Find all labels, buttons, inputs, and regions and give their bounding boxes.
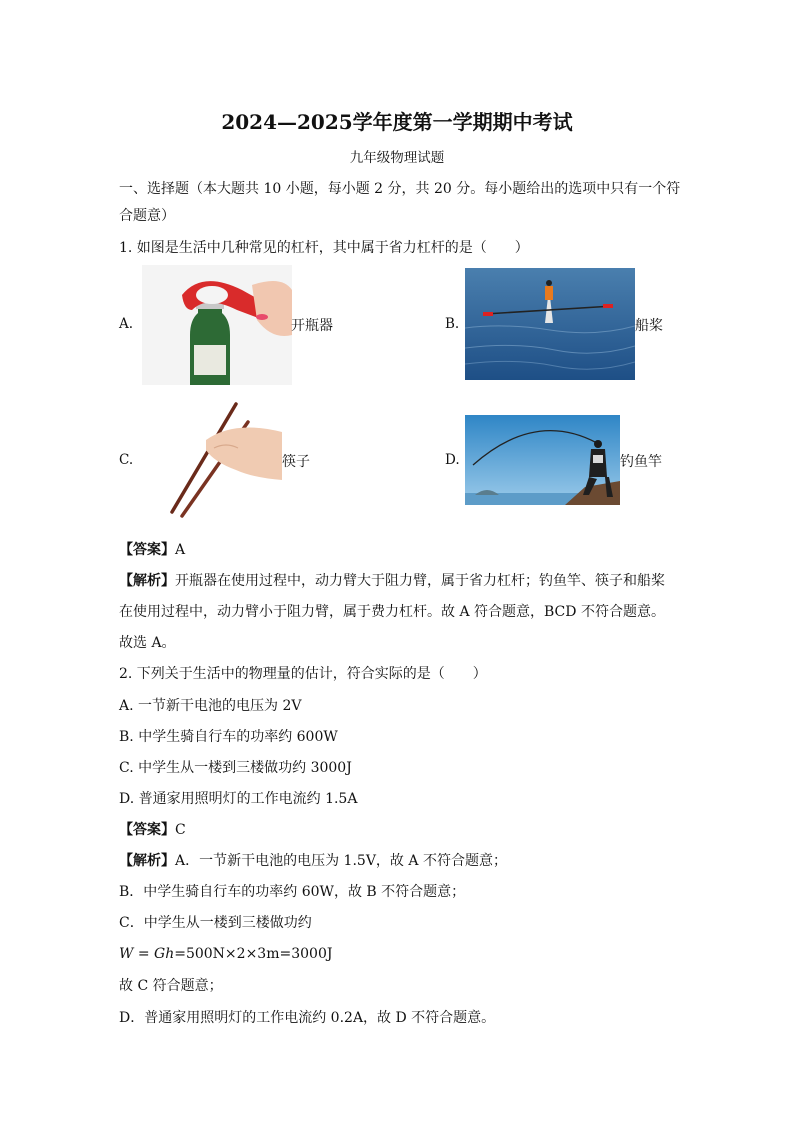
q1-answer	[119, 540, 185, 560]
formula-rest: =500N×2×3m=3000J	[174, 946, 333, 962]
option-a-letter: A.	[119, 316, 134, 332]
q1-analysis-line2: 在使用过程中，动力臂小于阻力臂，属于费力杠杆。故 A 符合题意，BCD 不符合题意。	[119, 604, 665, 620]
q1-analysis-line3: 故选 A。	[119, 635, 176, 651]
q2-analysis-line1	[119, 851, 507, 871]
analysis-tag: 【解析】	[119, 573, 175, 589]
q2-option-a: A. 一节新干电池的电压为 2V	[119, 698, 302, 714]
bottle-opener-image	[142, 265, 292, 385]
option-c-letter: C.	[119, 452, 134, 468]
formula-gh: Gh	[154, 946, 175, 962]
option-d-letter: D.	[445, 452, 460, 468]
answer-value: A	[175, 542, 186, 558]
answer-tag: 【答案】	[119, 822, 175, 838]
q2-analysis-line3: C．中学生从一楼到三楼做功约	[119, 915, 312, 931]
q2-analysis-line4: 故 C 符合题意；	[119, 978, 223, 994]
formula-equals: =	[133, 946, 155, 962]
analysis-text: 开瓶器在使用过程中，动力臂大于阻力臂，属于省力杠杆；钓鱼竿、筷子和船桨	[175, 573, 665, 589]
question-2-stem: 2. 下列关于生活中的物理量的估计，符合实际的是（ ）	[119, 666, 487, 682]
chopsticks-image	[164, 400, 282, 518]
q2-option-b: B. 中学生骑自行车的功率约 600W	[119, 729, 338, 745]
q2-answer	[119, 820, 186, 840]
question-1-stem: 1. 如图是生活中几种常见的杠杆，其中属于省力杠杆的是（ ）	[119, 240, 529, 256]
page-subtitle: 九年级物理试题	[349, 150, 445, 166]
option-b-label: 船桨	[635, 318, 663, 334]
section-heading-line1: 一、选择题（本大题共 10 小题，每小题 2 分，共 20 分。每小题给出的选项中只有一个符	[119, 181, 681, 197]
section-heading-line2: 合题意）	[119, 208, 175, 224]
option-c-label: 筷子	[282, 454, 310, 470]
q2-analysis-line2: B．中学生骑自行车的功率约 60W，故 B 不符合题意；	[119, 884, 466, 900]
analysis-tag: 【解析】	[119, 853, 175, 869]
page-title: 2024—2025学年度第一学期期中考试	[221, 110, 573, 134]
option-d-label: 钓鱼竿	[620, 454, 662, 470]
q1-analysis-line1	[119, 571, 665, 591]
formula-work-symbol: W	[119, 946, 134, 962]
fishing-image	[465, 415, 620, 505]
option-b-letter: B.	[445, 316, 460, 332]
q2-option-d: D. 普通家用照明灯的工作电流约 1.5A	[119, 791, 358, 807]
q2-formula	[119, 944, 332, 964]
answer-tag: 【答案】	[119, 542, 175, 558]
analysis-text: A．一节新干电池的电压为 1.5V，故 A 不符合题意；	[175, 853, 507, 869]
q2-option-c: C. 中学生从一楼到三楼做功约 3000J	[119, 760, 352, 776]
rowing-image	[465, 268, 635, 380]
answer-value: C	[175, 822, 186, 838]
q2-analysis-line5: D．普通家用照明灯的工作电流约 0.2A，故 D 不符合题意。	[119, 1010, 496, 1026]
option-a-label: 开瓶器	[291, 318, 333, 334]
